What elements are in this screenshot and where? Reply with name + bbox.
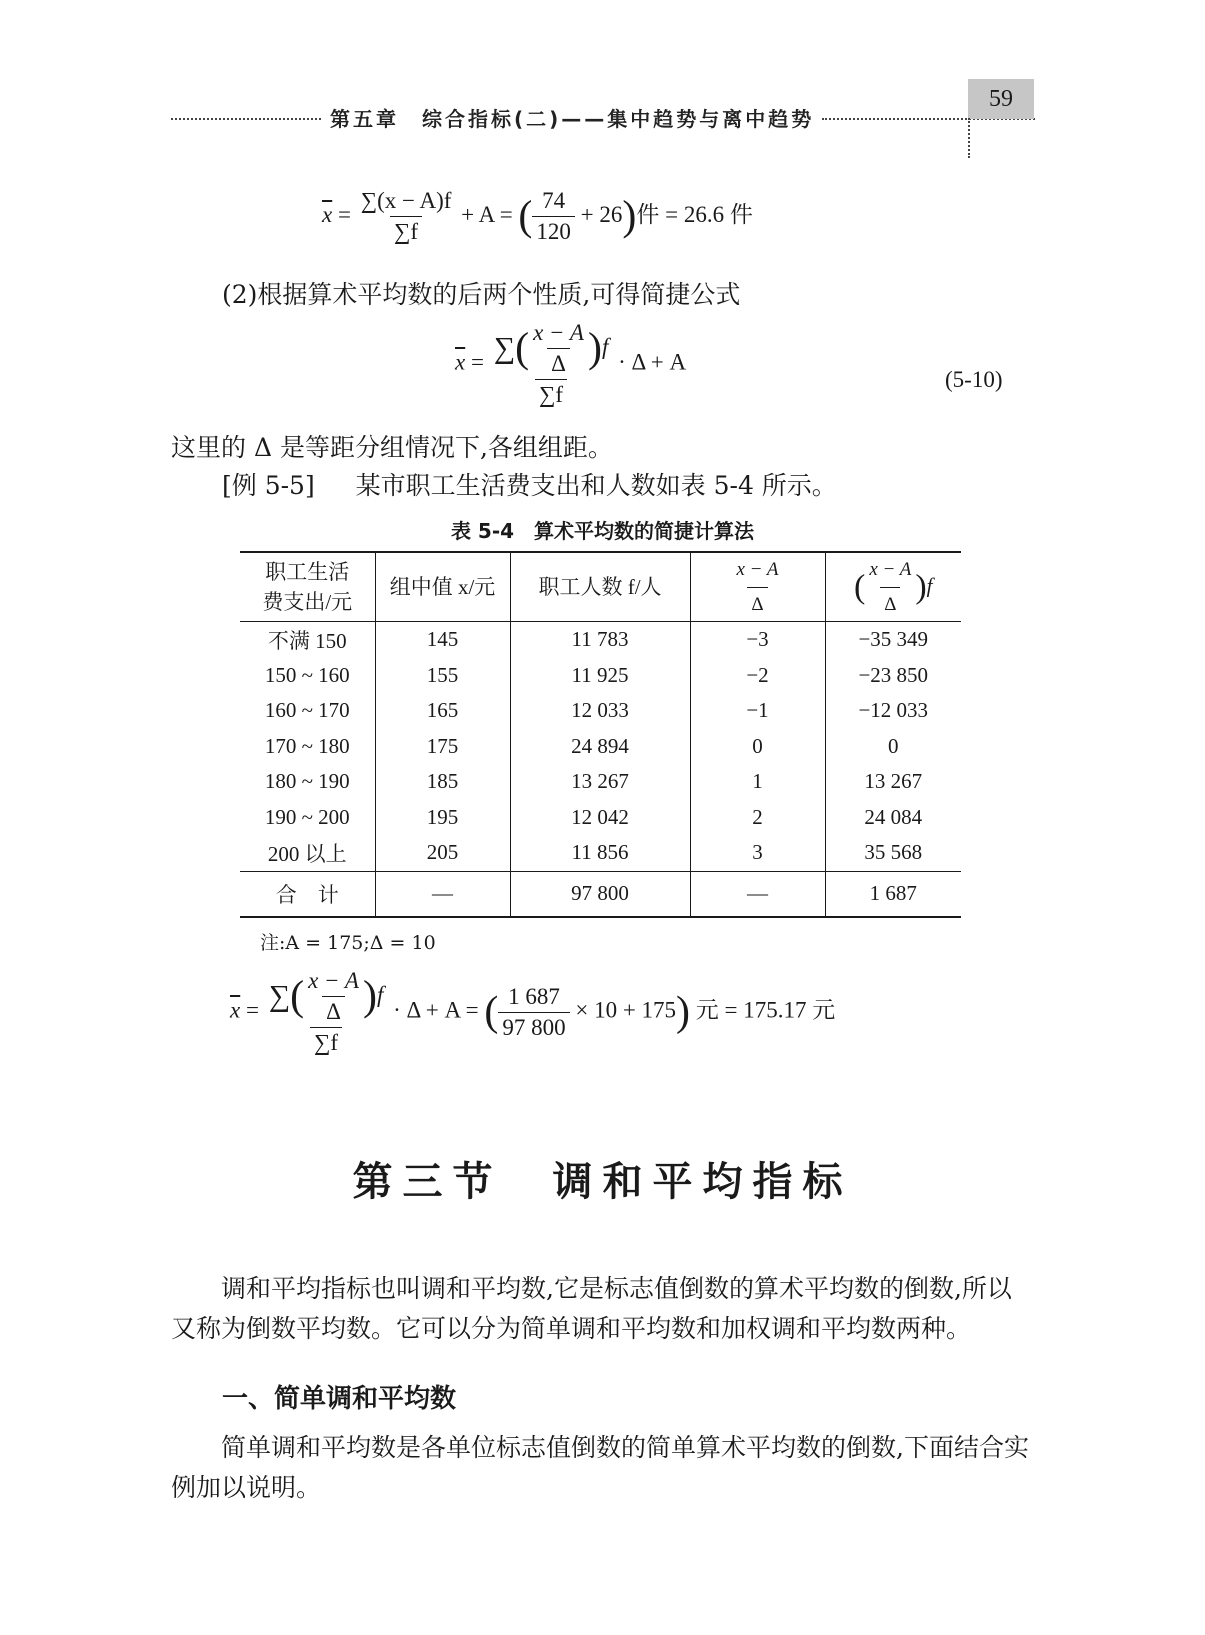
table-cell: −23 850	[825, 658, 961, 694]
header-expenditure: 职工生活 费支出/元	[262, 560, 353, 614]
header-vertical-rule	[968, 118, 970, 158]
table-cell: −2	[690, 658, 825, 694]
formula-5-10: $\overline{x}$ = ∑( $\frac{x - A}{\Delta}$ )f ∑f · Δ + A	[455, 320, 687, 407]
fraction: $\frac{74}{120}$	[532, 188, 575, 245]
table-row	[240, 729, 961, 765]
table-cell: −35 349	[825, 622, 961, 658]
example-tag: [例 5-5]	[222, 471, 315, 500]
formula-shortcut-result: $\overline{x}$ = $\frac{\sum(x - A)f}{\sum f}$ + A = ( $\frac{74}{120}$ + 26)件 = 26.6 件	[322, 188, 753, 244]
table-cell: 175	[375, 729, 510, 765]
table-cell: 0	[690, 729, 825, 765]
table-cell: 97 800	[510, 871, 690, 917]
example-line	[222, 466, 837, 506]
table-note: 注:A = 175;Δ = 10	[260, 932, 436, 954]
section-intro: 调和平均指标也叫调和平均数,它是标志值倒数的算术平均数的倒数,所以又称为倒数平均数。它可以分为简单调和平均数和加权调和平均数两种。	[171, 1274, 1012, 1343]
table-cell: 合 计	[275, 882, 339, 907]
fraction: ∑( $\frac{x - A}{\Delta}$ )f ∑f	[493, 320, 609, 407]
table-header-row	[240, 552, 961, 622]
mean-symbol: $\overline{x}$	[322, 201, 333, 227]
table-cell: 160 ~ 170	[264, 698, 350, 723]
fraction: $\frac{1 687}{97 800}$	[498, 984, 569, 1041]
fraction: ∑( $\frac{x - A}{\Delta}$ )f ∑f	[268, 968, 384, 1055]
table-cell: 11 925	[510, 658, 690, 694]
page-number: 59	[968, 79, 1034, 119]
table-row	[240, 693, 961, 729]
table-cell: 170 ~ 180	[264, 733, 350, 758]
table-cell: 205	[375, 835, 510, 871]
formula-worked-result: $\overline{x}$ = ∑( $\frac{x - A}{\Delta}$ )f ∑f · Δ + A = ( $\frac{1 687}{97 800}$ × 10 + 175) 元 = 175.17 元	[230, 968, 836, 1055]
mean-symbol: $\overline{x}$	[455, 349, 466, 375]
table-total-row	[240, 871, 961, 917]
table-cell: 12 042	[510, 800, 690, 836]
table-cell: 185	[375, 764, 510, 800]
header-midpoint: 组中值 x/元	[375, 552, 510, 622]
table-cell: 24 894	[510, 729, 690, 765]
table-row	[240, 835, 961, 871]
table-cell: 190 ~ 200	[264, 804, 350, 829]
paragraph-delta-explanation: 这里的 Δ 是等距分组情况下,各组组距。	[171, 433, 613, 462]
header-weighted-deviation: ( $\frac{x - A}{\Delta}$ )f	[825, 552, 961, 622]
example-text: 某市职工生活费支出和人数如表 5-4 所示。	[355, 471, 837, 500]
table-cell: 11 783	[510, 622, 690, 658]
table-cell: 2	[690, 800, 825, 836]
running-header-title: 第五章 综合指标(二)——集中趋势与离中趋势	[330, 107, 815, 131]
table-cell: −1	[690, 693, 825, 729]
table-cell: 195	[375, 800, 510, 836]
table-cell: 165	[375, 693, 510, 729]
table-row	[240, 800, 961, 836]
fraction: $\frac{\sum(x - A)f}{\sum f}$	[360, 188, 452, 244]
table-row	[240, 658, 961, 694]
table-cell: 145	[375, 622, 510, 658]
table-cell: 3	[690, 835, 825, 871]
header-workers: 职工人数 f/人	[510, 552, 690, 622]
paragraph-shortcut-intro: (2)根据算术平均数的后两个性质,可得简捷公式	[222, 280, 741, 309]
section-title: 第三节 调和平均指标	[352, 1159, 853, 1205]
table-cell: −12 033	[825, 693, 961, 729]
equation-label: (5-10)	[945, 367, 1003, 392]
table-caption: 表 5-4 算术平均数的简捷计算法	[450, 519, 755, 543]
table-cell: 180 ~ 190	[264, 769, 350, 794]
table-cell: 200 以上	[267, 841, 347, 866]
table-cell: 1 687	[825, 871, 961, 917]
table-cell: 11 856	[510, 835, 690, 871]
subsection-text: 简单调和平均数是各单位标志值倒数的简单算术平均数的倒数,下面结合实例加以说明。	[171, 1433, 1029, 1502]
header-rule-left	[171, 118, 321, 120]
table-cell: 0	[825, 729, 961, 765]
table-row	[240, 764, 961, 800]
table-cell: 35 568	[825, 835, 961, 871]
mean-symbol: $\overline{x}$	[230, 997, 241, 1023]
table-row	[240, 622, 961, 658]
header-deviation: $\frac{x - A}{\Delta}$	[690, 552, 825, 622]
table-cell: 150 ~ 160	[264, 662, 350, 687]
table-cell: 24 084	[825, 800, 961, 836]
table-cell: 13 267	[825, 764, 961, 800]
table-cell: 12 033	[510, 693, 690, 729]
table-cell: 155	[375, 658, 510, 694]
subsection-title: 一、简单调和平均数	[222, 1384, 457, 1414]
table-cell: —	[375, 871, 510, 917]
table-cell: —	[690, 871, 825, 917]
table-cell: 13 267	[510, 764, 690, 800]
table-cell: 1	[690, 764, 825, 800]
table-cell: 不满 150	[267, 628, 347, 653]
table-cell: −3	[690, 622, 825, 658]
data-table	[240, 551, 961, 918]
